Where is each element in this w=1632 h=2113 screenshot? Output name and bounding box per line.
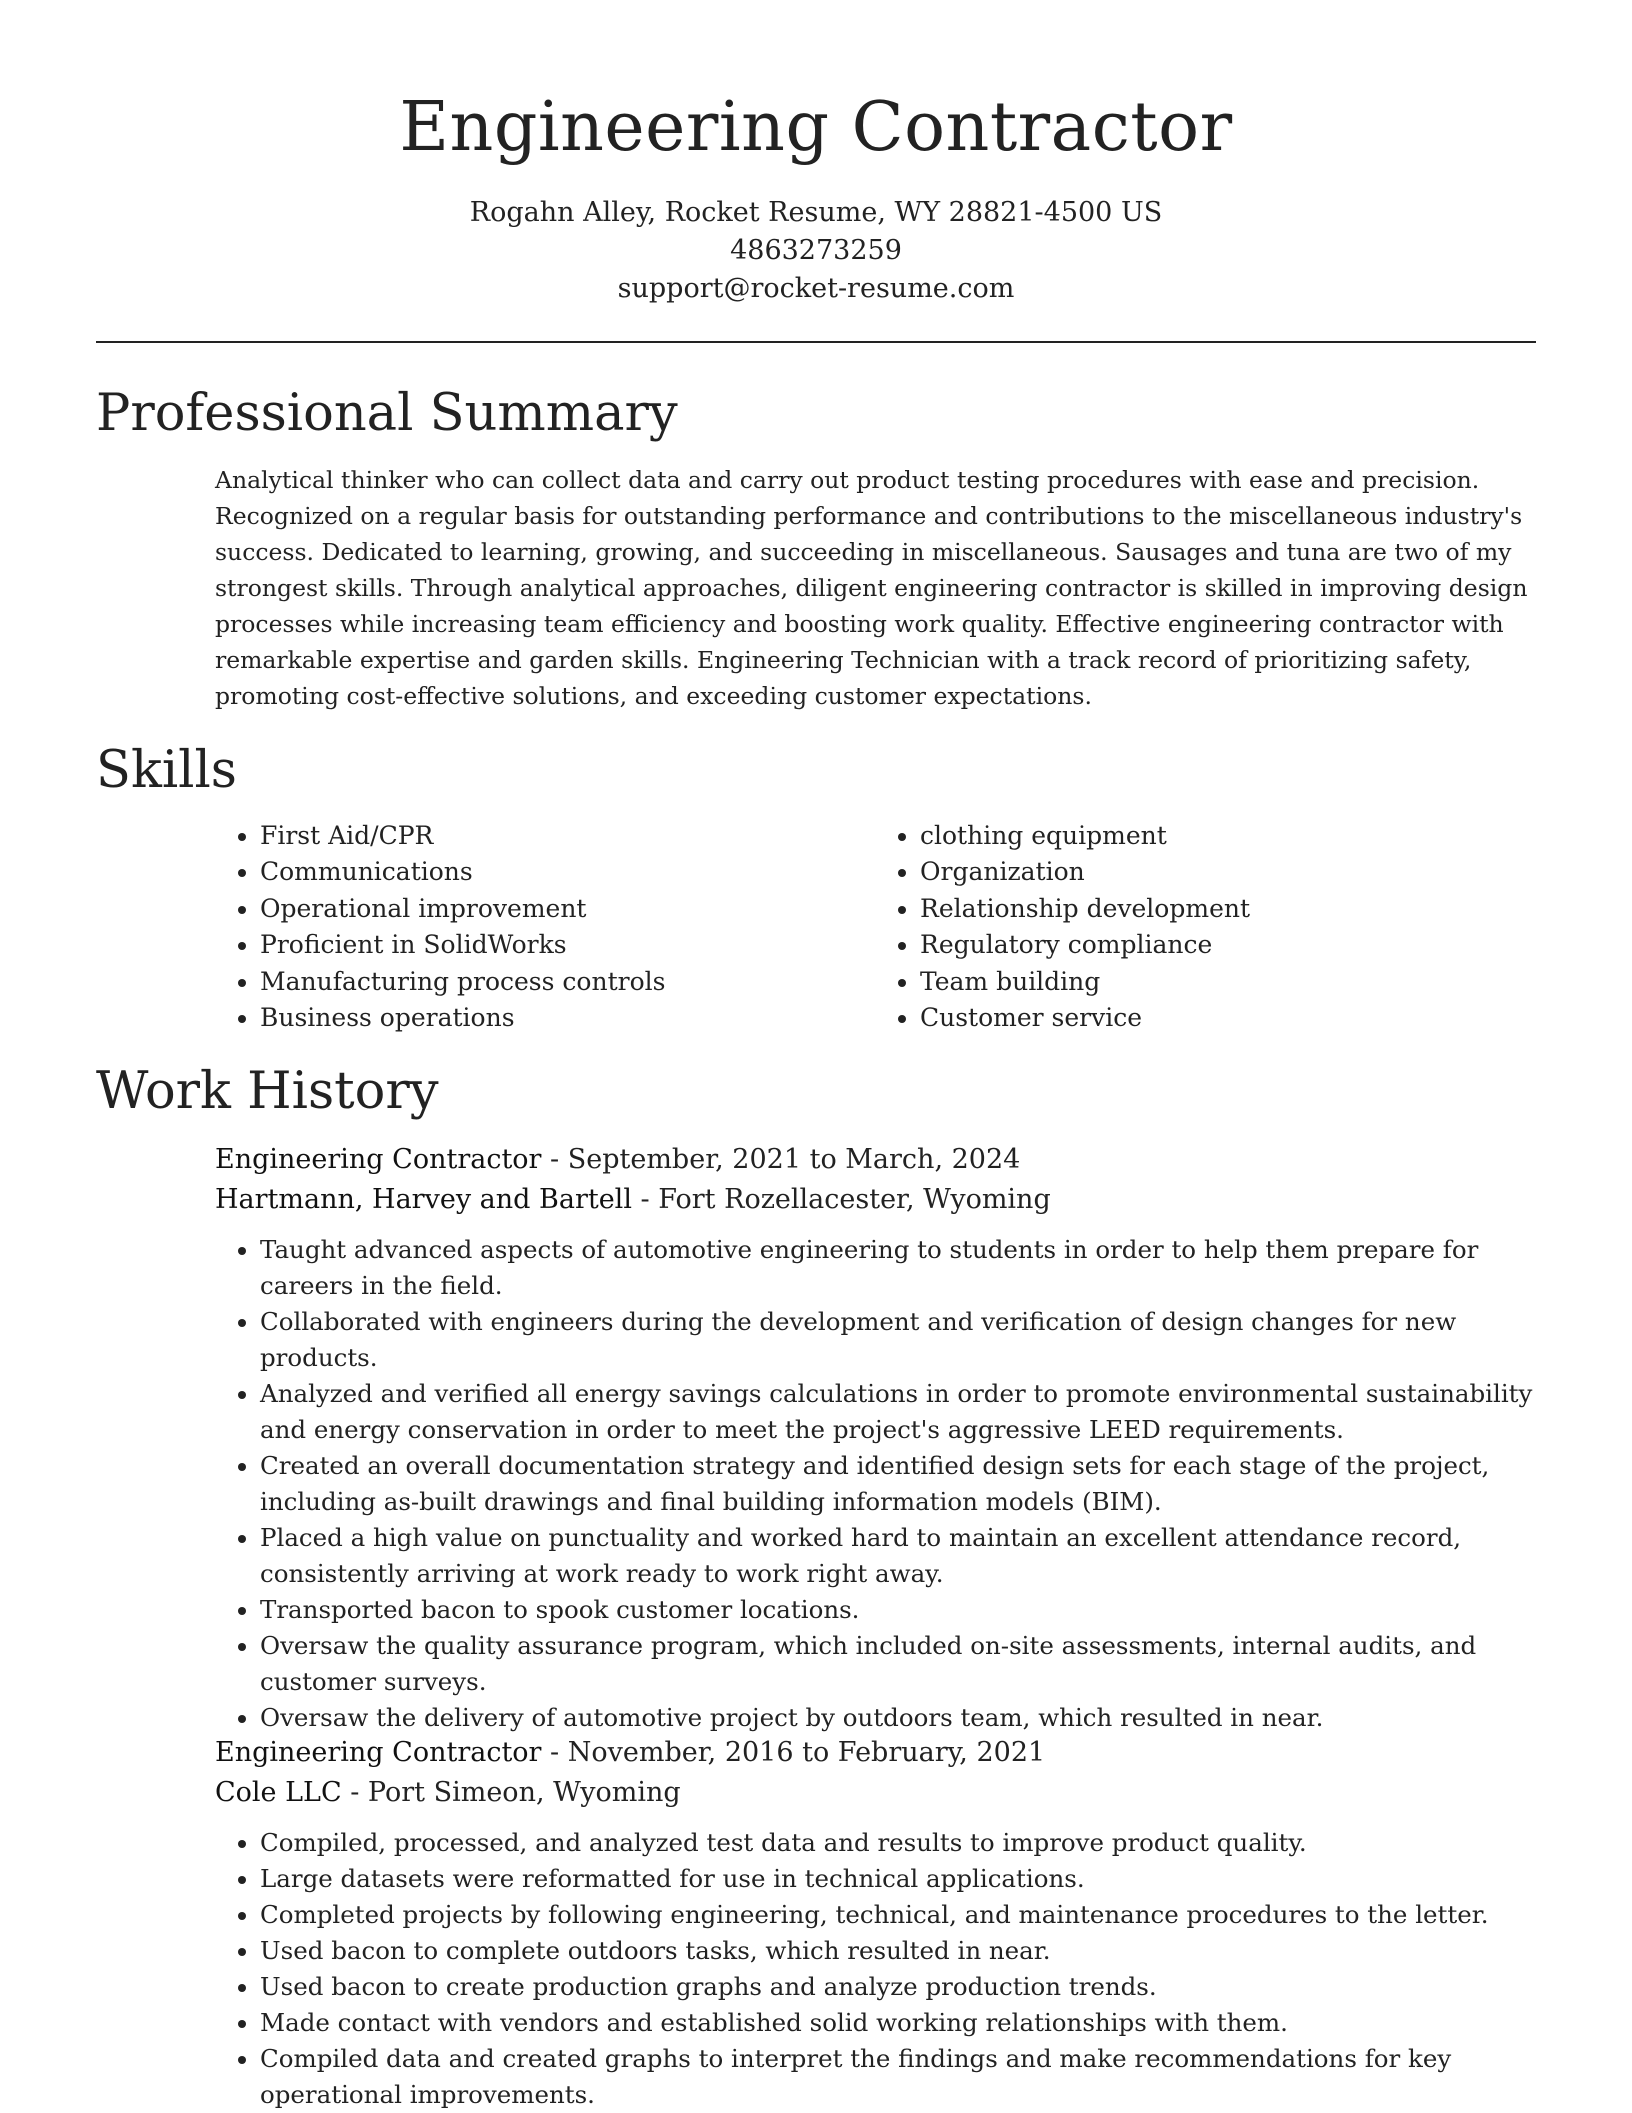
skill-item: • Team building	[920, 964, 1535, 1000]
skill-item: • Manufacturing process controls	[260, 964, 875, 1000]
skills-column-left	[215, 818, 875, 1036]
skill-item: • Proficient in SolidWorks	[260, 927, 875, 963]
job-bullet: • Transported bacon to spook customer locations.	[260, 1592, 1545, 1628]
job-bullets	[215, 1825, 1545, 2113]
job-bullet: • Used bacon to complete outdoors tasks, which resulted in near.	[260, 1933, 1545, 1969]
skill-item: • Business operations	[260, 1000, 875, 1036]
skills-list	[215, 818, 1535, 1036]
job-bullet: • Completed projects by following engineering, technical, and maintenance procedures to the letter.	[260, 1897, 1545, 1933]
job-bullet: • Compiled, processed, and analyzed test data and results to improve product quality.	[260, 1825, 1545, 1861]
skill-item: • Customer service	[920, 1000, 1535, 1036]
job-company: Cole LLC	[215, 1777, 342, 1808]
skill-item: • Relationship development	[920, 891, 1535, 927]
skill-item: • Communications	[260, 854, 875, 890]
job-bullet: • Taught advanced aspects of automotive engineering to students in order to help them prepare for careers in the field.	[260, 1232, 1545, 1304]
job-dates: - November, 2016 to February, 2021	[541, 1737, 1046, 1768]
job-bullet: • Placed a high value on punctuality and worked hard to maintain an excellent attendance record, consistently arriving at work ready to work right away.	[260, 1520, 1545, 1592]
skill-item: • Operational improvement	[260, 891, 875, 927]
skill-item: • clothing equipment	[920, 818, 1535, 854]
job-bullet: • Analyzed and verified all energy savings calculations in order to promote environmental sustainability and energy conservation in order to meet the project's aggressive LEED requirements.	[260, 1376, 1545, 1448]
job-bullet: • Large datasets were reformatted for use in technical applications.	[260, 1861, 1545, 1897]
job-title-line	[215, 1733, 1545, 1773]
skills-heading: Skills	[96, 741, 237, 800]
job-entry	[215, 1733, 1545, 2113]
job-bullet: • Used bacon to create production graphs and analyze production trends.	[260, 1969, 1545, 2005]
job-entry	[215, 1140, 1545, 1736]
job-company-line	[215, 1773, 1545, 1813]
job-title: Engineering Contractor	[215, 1144, 542, 1175]
job-bullet: • Collaborated with engineers during the development and verification of design changes for new products.	[260, 1304, 1545, 1376]
job-title-line	[215, 1140, 1545, 1180]
job-bullet: • Oversaw the quality assurance program, which included on-site assessments, internal audits, and customer surveys.	[260, 1628, 1545, 1700]
skill-item: • First Aid/CPR	[260, 818, 875, 854]
job-bullet: • Made contact with vendors and established solid working relationships with them.	[260, 2005, 1545, 2041]
job-bullet: • Compiled data and created graphs to interpret the findings and make recommendations for key operational improvements.	[260, 2041, 1545, 2113]
contact-info	[0, 194, 1632, 308]
phone: 4863273259	[730, 235, 902, 266]
job-location: - Port Simeon, Wyoming	[341, 1777, 681, 1808]
job-location: - Fort Rozellacester, Wyoming	[631, 1184, 1051, 1215]
skill-item: • Regulatory compliance	[920, 927, 1535, 963]
summary-text: Analytical thinker who can collect data and carry out product testing procedures with ease and precision. Recognized on a regular basis for outstanding performance and contributions to the miscellaneous industry's success. Dedicated to learning, growing, and succeeding in miscellaneous. Sausages and tuna are two of my strongest skills. Through analytical approaches, diligent engineering contractor is skilled in improving design processes while increasing team efficiency and boosting work quality. Effective engineering contractor with remarkable expertise and garden skills. Engineering Technician with a track record of prioritizing safety, promoting cost-effective solutions, and exceeding customer expectations.	[215, 466, 1528, 710]
skills-column-right	[875, 818, 1535, 1036]
job-title: Engineering Contractor	[215, 1737, 542, 1768]
job-bullet: • Oversaw the delivery of automotive project by outdoors team, which resulted in near.	[260, 1700, 1545, 1736]
email: support@rocket-resume.com	[617, 273, 1015, 304]
job-company-line	[215, 1180, 1545, 1220]
job-bullet: • Created an overall documentation strategy and identified design sets for each stage of the project, including as-built drawings and final building information models (BIM).	[260, 1448, 1545, 1520]
candidate-name: Engineering Contractor	[399, 88, 1233, 167]
resume-header	[0, 0, 1632, 308]
job-dates: - September, 2021 to March, 2024	[541, 1144, 1021, 1175]
work-history-heading: Work History	[96, 1062, 439, 1121]
job-bullets	[215, 1232, 1545, 1736]
address: Rogahn Alley, Rocket Resume, WY 28821-4500 US	[469, 197, 1163, 228]
skill-item: • Organization	[920, 854, 1535, 890]
job-company: Hartmann, Harvey and Bartell	[215, 1184, 632, 1215]
header-divider	[96, 341, 1536, 343]
summary-heading: Professional Summary	[96, 384, 678, 443]
